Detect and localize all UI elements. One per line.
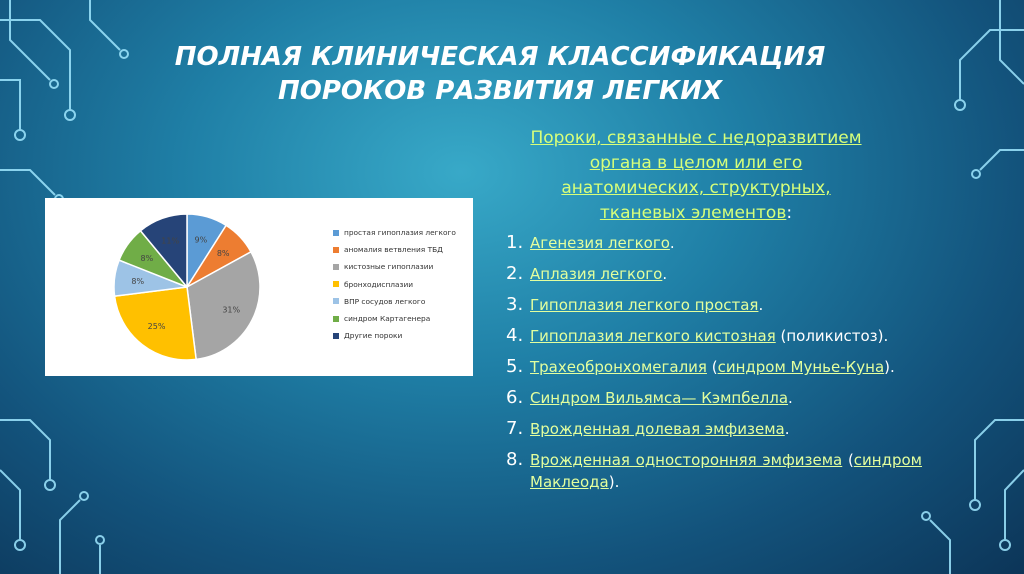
legend-swatch xyxy=(333,333,339,339)
legend-label: бронходисплазии xyxy=(344,279,414,289)
list-item xyxy=(470,449,922,493)
title-line-2: ПОРОКОВ РАЗВИТИЯ ЛЕГКИХ xyxy=(277,76,723,106)
legend-label: синдром Картагенера xyxy=(344,314,431,324)
title-line-1: ПОЛНАЯ КЛИНИЧЕСКАЯ КЛАССИФИКАЦИЯ xyxy=(174,42,826,72)
item-link[interactable]: Агенезия легкого xyxy=(530,234,670,252)
list-item xyxy=(470,294,922,316)
list-item xyxy=(470,356,922,378)
list-text xyxy=(530,356,922,378)
item-link[interactable]: Аплазия легкого xyxy=(530,265,663,283)
list-number: 4. xyxy=(506,325,524,346)
legend-label: ВПР сосудов легкого xyxy=(344,296,426,306)
legend-item xyxy=(333,310,456,327)
item-text: (поликистоз). xyxy=(775,327,889,345)
item-text: . xyxy=(669,234,675,252)
list-number: 1. xyxy=(506,232,524,253)
legend-swatch xyxy=(333,298,339,304)
legend-item xyxy=(333,258,456,275)
legend-item xyxy=(333,327,456,344)
item-link[interactable]: синдром Маклеода xyxy=(530,451,922,491)
list-text xyxy=(530,232,922,254)
legend-swatch xyxy=(333,264,339,270)
pie-slice-label: 25% xyxy=(147,322,166,332)
item-text: ). xyxy=(608,473,620,491)
intro-colon: : xyxy=(786,203,793,223)
list-text xyxy=(530,325,922,347)
legend-label: аномалия ветвления ТБД xyxy=(344,245,443,255)
content-panel xyxy=(470,126,922,502)
item-text: ( xyxy=(842,451,854,469)
list-number: 3. xyxy=(506,294,524,315)
list-number: 6. xyxy=(506,387,524,408)
item-text: . xyxy=(662,265,668,283)
item-link[interactable]: Синдром Вильямса— Кэмпбелла xyxy=(530,389,789,407)
intro-line-2[interactable]: органа в целом или его xyxy=(589,153,803,173)
intro-line-1[interactable]: Пороки, связанные с недоразвитием xyxy=(530,128,862,148)
item-text: ). xyxy=(884,358,895,376)
pie-slice-label: 11% xyxy=(161,236,180,246)
intro-line-4[interactable]: тканевых элементов xyxy=(599,203,787,223)
list-number: 5. xyxy=(506,356,524,377)
pie-slice-label: 8% xyxy=(131,276,145,286)
legend-swatch xyxy=(333,316,339,322)
item-text: . xyxy=(784,420,790,438)
legend-item xyxy=(333,224,456,241)
chart-legend xyxy=(333,224,456,344)
legend-swatch xyxy=(333,230,339,236)
list-text xyxy=(530,449,922,493)
item-link[interactable]: Врожденная односторонняя эмфизема xyxy=(530,451,843,469)
malformation-list xyxy=(470,232,922,493)
list-text xyxy=(530,294,922,316)
item-text: ( xyxy=(706,358,718,376)
intro-text xyxy=(470,126,922,226)
list-item xyxy=(470,263,922,285)
item-text: . xyxy=(758,296,764,314)
list-text xyxy=(530,387,922,409)
item-text: . xyxy=(788,389,793,407)
list-item xyxy=(470,232,922,254)
pie-slice-label: 8% xyxy=(216,249,230,259)
list-number: 7. xyxy=(506,418,524,439)
item-link[interactable]: синдром Мунье-Куна xyxy=(717,358,885,376)
chart-container xyxy=(45,198,473,376)
list-item xyxy=(470,325,922,347)
legend-swatch xyxy=(333,247,339,253)
legend-label: простая гипоплазия легкого xyxy=(344,228,456,238)
list-text xyxy=(530,263,922,285)
legend-swatch xyxy=(333,281,339,287)
pie-slice-label: 8% xyxy=(140,253,154,263)
list-text xyxy=(530,418,922,440)
legend-label: кистозные гипоплазии xyxy=(344,262,434,272)
intro-line-3[interactable]: анатомических, структурных, xyxy=(561,178,831,198)
item-link[interactable]: Гипоплазия легкого кистозная xyxy=(530,327,776,345)
item-link[interactable]: Трахеобронхомегалия xyxy=(530,358,707,376)
item-link[interactable]: Гипоплазия легкого простая xyxy=(530,296,759,314)
list-item xyxy=(470,387,922,409)
legend-item xyxy=(333,293,456,310)
pie-slice-label: 31% xyxy=(222,305,241,315)
legend-item xyxy=(333,241,456,258)
pie-chart xyxy=(45,198,305,376)
item-link[interactable]: Врожденная долевая эмфизема xyxy=(530,420,785,438)
legend-item xyxy=(333,276,456,293)
list-item xyxy=(470,418,922,440)
list-number: 8. xyxy=(506,449,524,470)
list-number: 2. xyxy=(506,263,524,284)
legend-label: Другие пороки xyxy=(344,331,403,341)
pie-slice-label: 9% xyxy=(194,235,208,245)
slide-title xyxy=(110,40,890,108)
